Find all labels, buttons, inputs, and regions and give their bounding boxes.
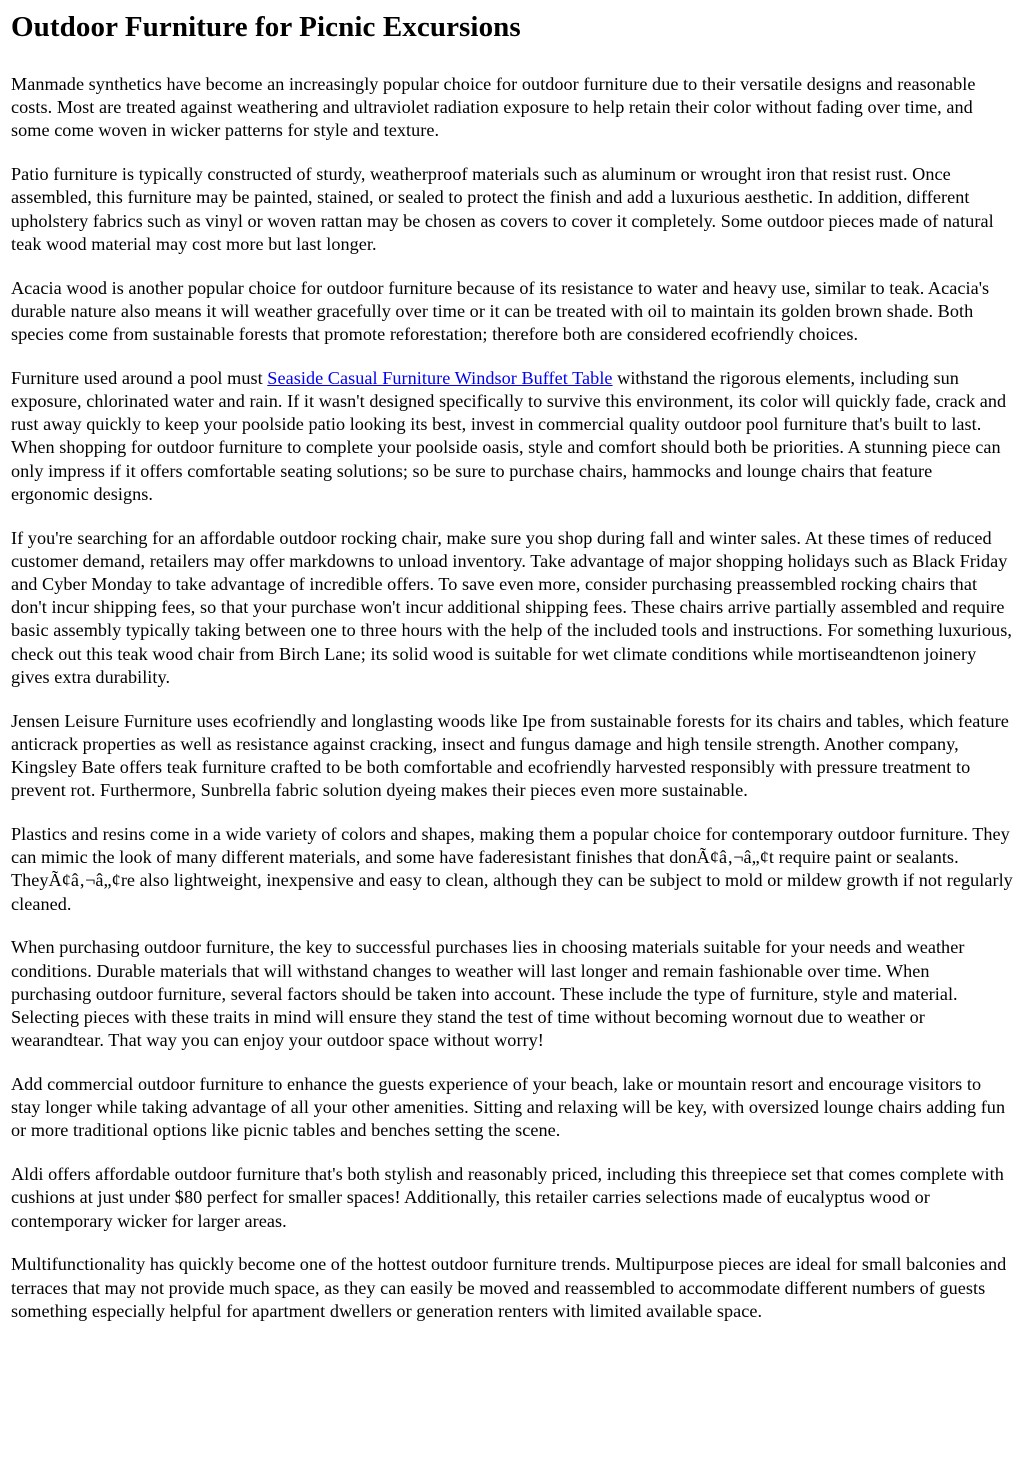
seaside-casual-buffet-table-link[interactable]: Seaside Casual Furniture Windsor Buffet Table <box>267 367 613 388</box>
paragraph-jensen-leisure: Jensen Leisure Furniture uses ecofriendly and longlasting woods like Ipe from sustainable forests for its chairs and tables, which feature anticrack properties as well as resistance against cracking, insect and fungus damage and high tensile strength. Another company, Kingsley Bate offers teak furniture crafted to be both comfortable and ecofriendly harvested responsibly with pressure treatment to prevent rot. Furthermore, Sunbrella fabric solution dyeing makes their pieces even more sustainable. <box>11 710 1009 801</box>
paragraph-rocking-chair: If you're searching for an affordable outdoor rocking chair, make sure you shop during fall and winter sales. At these times of reduced customer demand, retailers may offer markdowns to unload inventory. Take advantage of major shopping holidays such as Black Friday and Cyber Monday to take advantage of incredible offers. To save even more, consider purchasing preassembled rocking chairs that don't incur shipping fees, so that your purchase won't incur additional shipping fees. These chairs arrive partially assembled and require basic assembly typically taking between one to three hours with the help of the included tools and instructions. For something luxurious, check out this teak wood chair from Birch Lane; its solid wood is suitable for wet climate conditions while mortiseandtenon joinery gives extra durability. <box>11 527 1012 687</box>
paragraph-purchasing-tips: When purchasing outdoor furniture, the key to successful purchases lies in choosing materials suitable for your needs and weather conditions. Durable materials that will withstand changes to weather will last longer and remain fashionable over time. When purchasing outdoor furniture, several factors should be taken into account. These include the type of furniture, style and material. Selecting pieces with these traits in mind will ensure they stand the test of time without becoming wornout due to weather or wearandtear. That way you can enjoy your outdoor space without worry! <box>11 937 965 1051</box>
paragraph-acacia: Acacia wood is another popular choice for outdoor furniture because of its resistance to water and heavy use, similar to teak. Acacia's durable nature also means it will weather gracefully over time or it can be treated with oil to maintain its golden brown shade. Both species come from sustainable forests that promote reforestation; therefore both are considered ecofriendly choices. <box>11 277 990 345</box>
paragraph-plastics-resins: Plastics and resins come in a wide variety of colors and shapes, making them a popular choice for contemporary outdoor furniture. They can mimic the look of many different materials, and some have faderesistant finishes that donÃ¢â‚¬â„¢t require paint or sealants. TheyÃ¢â‚¬â„¢re also lightweight, inexpensive and easy to clean, although they can be subject to mold or mildew growth if not regularly cleaned. <box>11 824 1013 914</box>
paragraph-multifunctionality: Multifunctionality has quickly become one of the hottest outdoor furniture trends. Multipurpose pieces are ideal for small balconies and terraces that may not provide much space, as they can easily be moved and reassembled to accommodate different numbers of guests something especially helpful for apartment dwellers or generation renters with limited available space. <box>11 1254 1007 1321</box>
paragraph-commercial-resort: Add commercial outdoor furniture to enhance the guests experience of your beach, lake or mountain resort and encourage visitors to stay longer while taking advantage of all your other amenities. Sitting and relaxing will be key, with oversized lounge chairs adding fun or more traditional options like picnic tables and benches setting the scene. <box>11 1074 1006 1141</box>
paragraph-aldi: Aldi offers affordable outdoor furniture that's both stylish and reasonably priced, including this threepiece set that comes complete with cushions at just under $80 perfect for smaller spaces! Additionally, this retailer carries selections made of eucalyptus wood or contemporary wicker for larger areas. <box>11 1164 1004 1231</box>
paragraph-synthetics: Manmade synthetics have become an increasingly popular choice for outdoor furniture due to their versatile designs and reasonable costs. Most are treated against weathering and ultraviolet radiation exposure to help retain their color without fading over time, and some come woven in wicker patterns for style and texture. <box>11 74 976 141</box>
article <box>0 10 1024 1323</box>
pool-text-before-link: Furniture used around a pool must <box>11 367 268 388</box>
paragraph-pool <box>11 367 1014 506</box>
paragraph-patio: Patio furniture is typically constructed of sturdy, weatherproof materials such as aluminum or wrought iron that resist rust. Once assembled, this furniture may be painted, stained, or sealed to protect the finish and add a luxurious aesthetic. In addition, different upholstery fabrics such as vinyl or woven rattan may be chosen as covers to cover it completely. Some outdoor pieces made of natural teak wood material may cost more but last longer. <box>11 164 994 254</box>
pool-text-after-link: withstand the rigorous elements, including sun exposure, chlorinated water and rain. If it wasn't designed specifically to survive this environment, its color will quickly fade, crack and rust away quickly to keep your poolside patio looking its best, invest in commercial quality outdoor pool furniture that's built to last. When shopping for outdoor furniture to complete your poolside oasis, style and comfort should both be priorities. A stunning piece can only impress if it offers comfortable seating solutions; so be sure to purchase chairs, hammocks and lounge chairs that feature ergonomic designs. <box>11 367 1007 504</box>
page-title: Outdoor Furniture for Picnic Excursions <box>11 11 521 43</box>
